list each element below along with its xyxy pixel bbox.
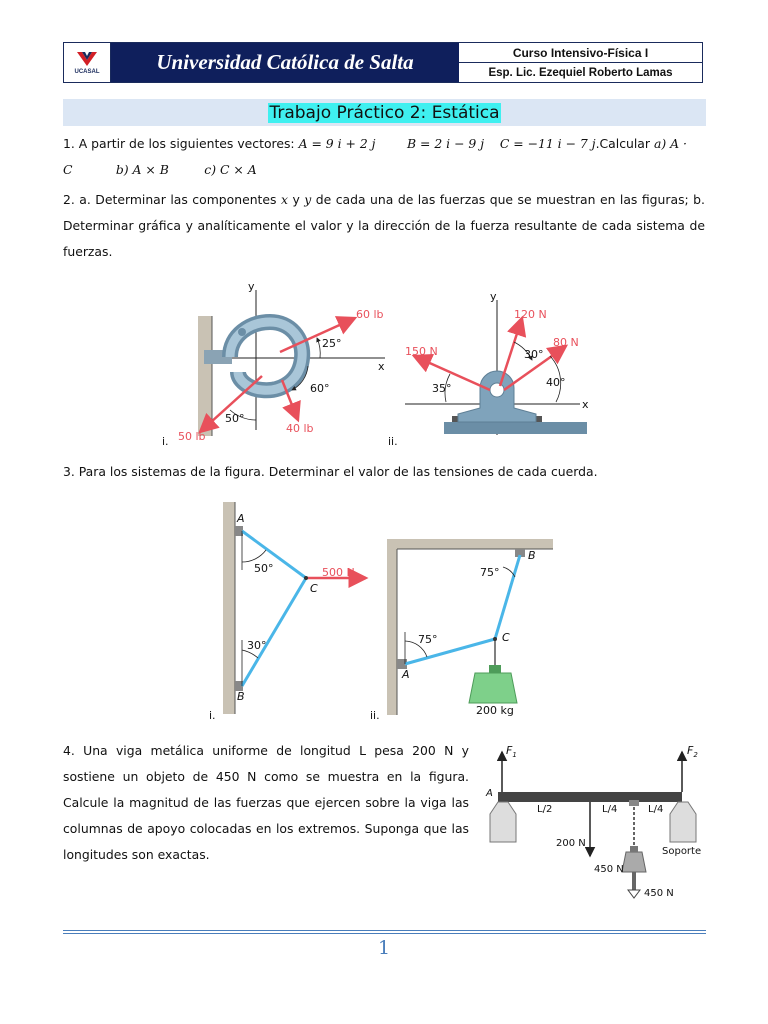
footer-rule (63, 930, 706, 931)
course-name: Curso Intensivo-Física I (459, 43, 702, 63)
page-title: Trabajo Práctico 2: Estática (269, 102, 500, 123)
figure-2-ii: y x 120 N 80 N 150 N 30° 40° 35° (400, 290, 590, 450)
figure-3-i: A B C 50° 30° 500 N (220, 500, 380, 715)
fig2-label-i: i. (162, 435, 169, 448)
university-logo (64, 43, 111, 82)
figure-3-ii: B A C 75° 75° 200 kg (385, 537, 555, 717)
figure-2-i: y x 60 lb 25° 60° 50° 50 lb 40 lb (190, 280, 400, 450)
university-name: Universidad Católica de Salta (111, 43, 459, 82)
ucasal-logo-icon (75, 50, 99, 68)
fig2-label-ii: ii. (388, 435, 398, 448)
problem-1: 1. A partir de los siguientes vectores: A = 9 i + 2 j B = 2 i − 9 j C = −11 i − 7 j.Calcular a) A · C b) A × B c) C × A (63, 136, 687, 177)
bracket-force-diagram (400, 290, 590, 450)
beam-diagram (482, 740, 707, 905)
cables-500n-diagram (220, 500, 380, 715)
figure-4: $F_1$ $F_2$ A L/2 L/4 L/4 200 N 450 N 450 N Soporte (482, 740, 707, 905)
footer-rule-2 (63, 933, 706, 934)
problem-3: 3. Para los sistemas de la figura. Determinar el valor de las tensiones de cada cuerda. (63, 464, 598, 479)
document-header (63, 42, 703, 83)
cables-200kg-diagram (385, 537, 555, 717)
problem-2: 2. a. Determinar las componentes x y y de cada una de las fuerzas que se muestran en las figuras; b. Determinar gráfica y analíticamente el valor y la dirección de la fuerza resultante de cada sistema de fuerzas. (63, 192, 705, 259)
logo-text: UCASAL (74, 69, 100, 75)
page-number: 1 (377, 937, 391, 959)
page-title-bar (63, 99, 706, 126)
problem-4: 4. Una viga metálica uniforme de longitud L pesa 200 N y sostiene un objeto de 450 N como se muestra en la figura. Calcule la magnitud de las fuerzas que ejercen sobre la viga las columnas de apoyo colocadas en los extremos. Suponga que las longitudes son exactas. (63, 743, 469, 862)
fig3-label-i: i. (209, 709, 216, 722)
fig3-label-ii: ii. (370, 709, 380, 722)
instructor-name: Esp. Lic. Ezequiel Roberto Lamas (488, 66, 673, 79)
